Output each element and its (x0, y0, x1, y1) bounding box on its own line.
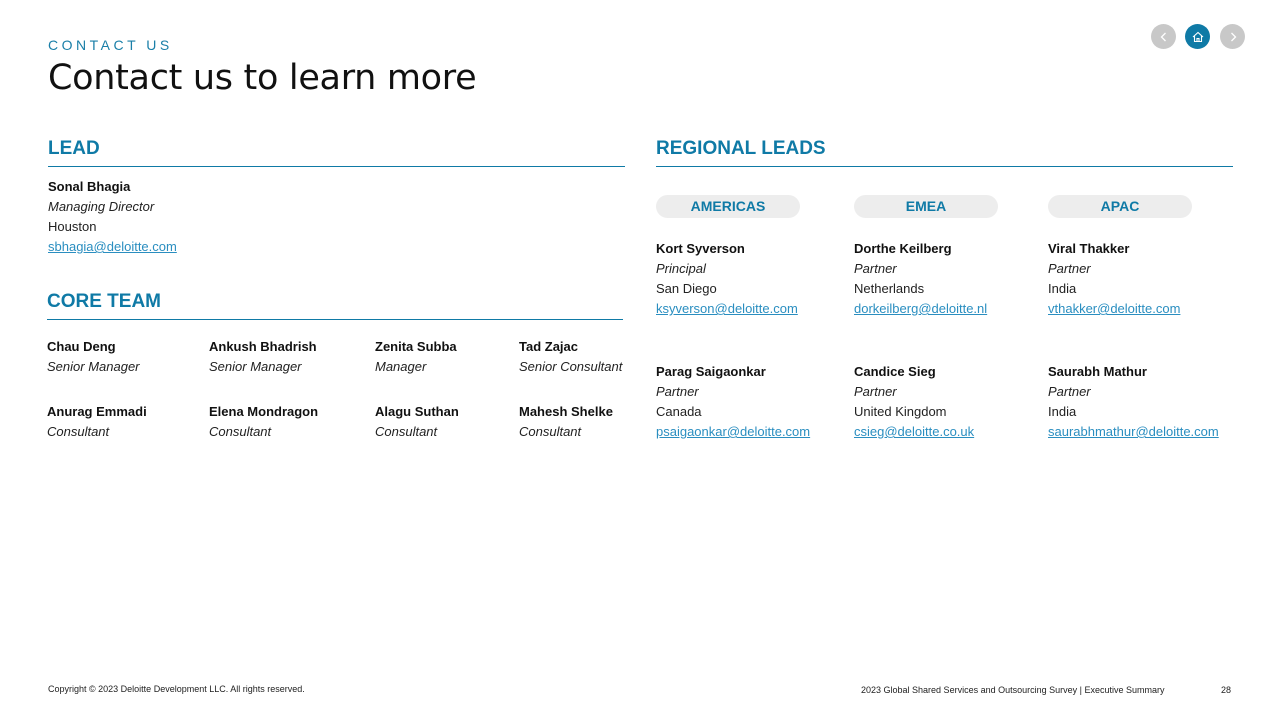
regional-lead-card (1048, 239, 1180, 319)
team-member (209, 402, 318, 442)
person-location: Netherlands (854, 281, 925, 296)
person-role: Consultant (375, 424, 438, 439)
next-slide-button[interactable] (1220, 24, 1245, 49)
core-team-heading: CORE TEAM (47, 291, 623, 320)
regional-lead-card (854, 239, 987, 319)
person-role: Principal (656, 261, 706, 276)
regional-lead-card (854, 362, 974, 442)
page-title: Contact us to learn more (48, 58, 477, 98)
person-role: Partner (1048, 261, 1091, 276)
person-name: Saurabh Mathur (1048, 364, 1147, 379)
person-role: Partner (656, 384, 699, 399)
person-name: Mahesh Shelke (519, 404, 613, 419)
person-name: Anurag Emmadi (47, 404, 147, 419)
person-location: San Diego (656, 281, 717, 296)
person-email-link[interactable]: psaigaonkar@deloitte.com (656, 424, 811, 439)
person-name: Parag Saigaonkar (656, 364, 766, 379)
person-email-link[interactable]: ksyverson@deloitte.com (656, 301, 798, 316)
regional-lead-card (656, 239, 798, 319)
person-email-link[interactable]: vthakker@deloitte.com (1048, 301, 1181, 316)
person-name: Tad Zajac (519, 339, 579, 354)
person-location: India (1048, 404, 1077, 419)
region-pill-americas: AMERICAS (656, 195, 800, 218)
person-name: Zenita Subba (375, 339, 457, 354)
team-member (519, 337, 622, 377)
chevron-left-icon (1158, 31, 1170, 43)
lead-heading: LEAD (48, 138, 625, 167)
team-member (209, 337, 317, 377)
person-role: Managing Director (48, 199, 155, 214)
person-name: Sonal Bhagia (48, 179, 131, 194)
person-name: Chau Deng (47, 339, 116, 354)
person-email-link[interactable]: dorkeilberg@deloitte.nl (854, 301, 988, 316)
person-name: Alagu Suthan (375, 404, 459, 419)
person-role: Senior Consultant (519, 359, 623, 374)
person-location: United Kingdom (854, 404, 947, 419)
team-member (47, 402, 147, 442)
person-name: Kort Syverson (656, 241, 745, 256)
person-location: Canada (656, 404, 702, 419)
person-name: Dorthe Keilberg (854, 241, 952, 256)
person-location: India (1048, 281, 1077, 296)
person-name: Viral Thakker (1048, 241, 1130, 256)
copyright-text: Copyright © 2023 Deloitte Development LLC. All rights reserved. (48, 684, 305, 694)
person-location: Houston (48, 219, 97, 234)
person-role: Consultant (209, 424, 272, 439)
person-role: Senior Manager (47, 359, 140, 374)
person-email-link[interactable]: saurabhmathur@deloitte.com (1048, 424, 1219, 439)
person-name: Candice Sieg (854, 364, 936, 379)
report-title: 2023 Global Shared Services and Outsourcing Survey | Executive Summary (861, 685, 1165, 695)
person-email-link[interactable]: csieg@deloitte.co.uk (854, 424, 975, 439)
prev-slide-button[interactable] (1151, 24, 1176, 49)
home-button[interactable] (1185, 24, 1210, 49)
person-name: Elena Mondragon (209, 404, 319, 419)
regional-lead-card (1048, 362, 1219, 442)
person-email-link[interactable]: sbhagia@deloitte.com (48, 239, 177, 254)
team-member (519, 402, 613, 442)
region-pill-emea: EMEA (854, 195, 998, 218)
regional-leads-heading: REGIONAL LEADS (656, 138, 1233, 167)
chevron-right-icon (1227, 31, 1239, 43)
page-number: 28 (1221, 685, 1232, 695)
section-eyebrow: CONTACT US (48, 37, 173, 53)
person-name: Ankush Bhadrish (209, 339, 317, 354)
team-member (47, 337, 140, 377)
person-role: Partner (1048, 384, 1091, 399)
person-role: Partner (854, 384, 897, 399)
home-icon (1191, 30, 1205, 44)
regional-lead-card (656, 362, 810, 442)
person-role: Senior Manager (209, 359, 302, 374)
team-member (375, 402, 459, 442)
person-role: Manager (375, 359, 427, 374)
person-role: Consultant (47, 424, 110, 439)
lead-card (48, 177, 177, 257)
person-role: Partner (854, 261, 897, 276)
region-pill-apac: APAC (1048, 195, 1192, 218)
person-role: Consultant (519, 424, 582, 439)
team-member (375, 337, 457, 377)
